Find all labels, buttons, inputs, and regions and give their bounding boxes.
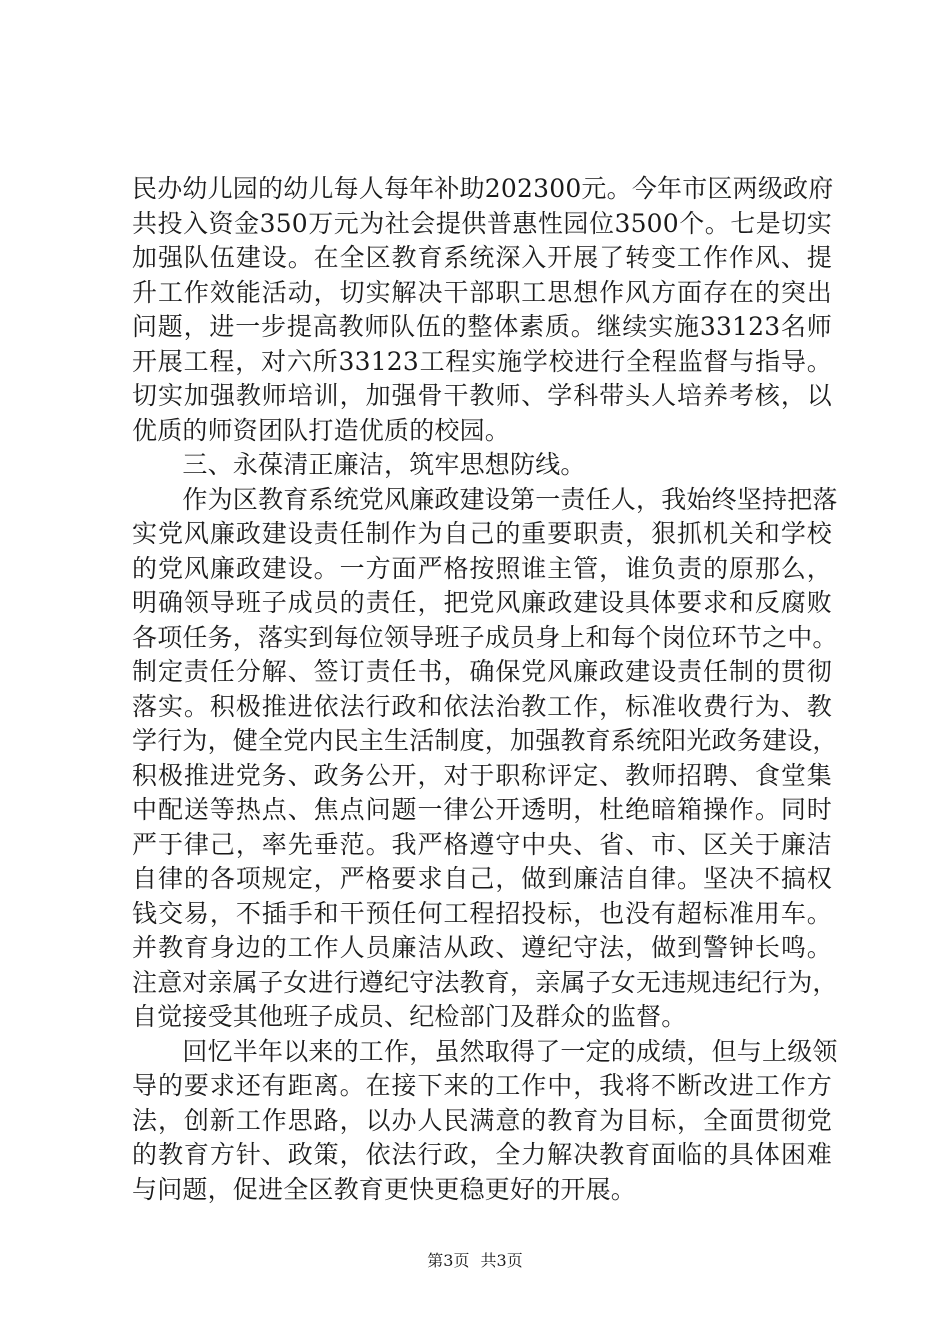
text-line: 回忆半年以来的工作，虽然取得了一定的成绩，但与上级领: [132, 1036, 838, 1066]
text-line: 的教育方针、政策，依法行政，全力解决教育面临的具体困难: [132, 1140, 832, 1169]
text-line: 问题，进一步提高教师队伍的整体素质。继续实施33123名师: [132, 312, 832, 341]
text-line: 共投入资金350万元为社会提供普惠性园位3500个。七是切实: [132, 208, 832, 238]
text-line: 自觉接受其他班子成员、纪检部门及群众的监督。: [132, 1002, 687, 1031]
text-line: 注意对亲属子女进行遵纪守法教育，亲属子女无违规违纪行为，: [132, 967, 838, 997]
text-line: 三、永葆清正廉洁，筑牢思想防线。: [132, 450, 586, 479]
text-line: 积极推进党务、政务公开，对于职称评定、教师招聘、食堂集: [132, 760, 832, 790]
text-line: 各项任务，落实到每位领导班子成员身上和每个岗位环节之中。: [132, 622, 838, 652]
text-line: 中配送等热点、焦点问题一律公开透明，杜绝暗箱操作。同时: [132, 795, 832, 824]
body-text: [132, 172, 838, 1207]
text-line: 严于律己，率先垂范。我严格遵守中央、省、市、区关于廉洁: [132, 829, 832, 859]
text-line: 落实。积极推进依法行政和依法治教工作，标准收费行为、教: [132, 691, 832, 721]
text-line: 并教育身边的工作人员廉洁从政、遵纪守法，做到警钟长鸣。: [132, 933, 832, 962]
text-line: 实党风廉政建设责任制作为自己的重要职责，狠抓机关和学校: [132, 519, 832, 548]
text-line: 民办幼儿园的幼儿每人每年补助202300元。今年市区两级政府: [132, 174, 834, 203]
text-line: 的党风廉政建设。一方面严格按照谁主管，谁负责的原那么，: [132, 553, 832, 583]
text-line: 导的要求还有距离。在接下来的工作中，我将不断改进工作方: [132, 1071, 832, 1100]
text-line: 钱交易，不插手和干预任何工程招投标，也没有超标准用车。: [132, 898, 832, 928]
page-number: 第3页: [427, 1251, 470, 1270]
text-line: 加强队伍建设。在全区教育系统深入开展了转变工作作风、提: [132, 243, 832, 272]
text-line: 与问题，促进全区教育更快更稳更好的开展。: [132, 1174, 637, 1204]
text-line: 学行为，健全党内民主生活制度，加强教育系统阳光政务建设，: [132, 726, 838, 755]
text-line: 升工作效能活动，切实解决干部职工思想作风方面存在的突出: [132, 277, 832, 307]
text-line: 切实加强教师培训，加强骨干教师、学科带头人培养考核，以: [132, 381, 832, 410]
text-line: 作为区教育系统党风廉政建设第一责任人，我始终坚持把落: [132, 484, 838, 514]
text-line: 自律的各项规定，严格要求自己，做到廉洁自律。坚决不搞权: [132, 864, 832, 893]
text-line: 明确领导班子成员的责任，把党风廉政建设具体要求和反腐败: [132, 588, 832, 617]
text-line: 开展工程，对六所33123工程实施学校进行全程监督与指导。: [132, 346, 832, 376]
page-total: 共3页: [480, 1251, 523, 1270]
text-line: 法，创新工作思路，以办人民满意的教育为目标，全面贯彻党: [132, 1105, 832, 1135]
page-footer: [0, 1248, 950, 1271]
text-line: 优质的师资团队打造优质的校园。: [132, 415, 511, 445]
text-line: 制定责任分解、签订责任书，确保党风廉政建设责任制的贯彻: [132, 657, 832, 686]
